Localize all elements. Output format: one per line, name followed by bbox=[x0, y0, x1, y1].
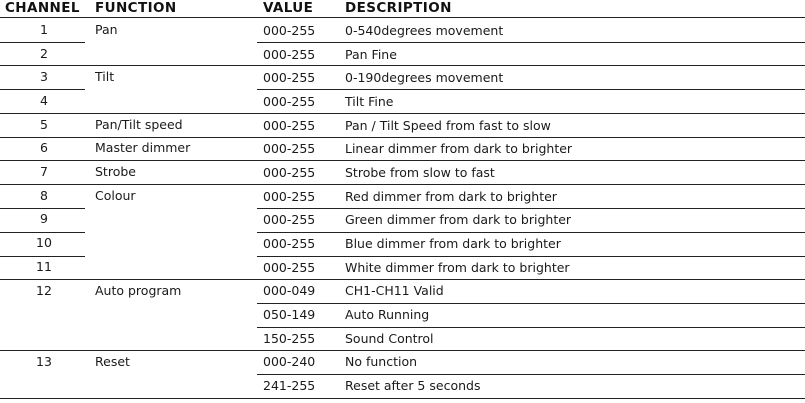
subrow-rule bbox=[257, 42, 805, 43]
description-text: Pan / Tilt Speed from fast to slow bbox=[345, 118, 551, 133]
row-rule bbox=[0, 350, 805, 351]
description-text: Green dimmer from dark to brighter bbox=[345, 212, 572, 227]
subrow-rule bbox=[257, 327, 805, 328]
description-text: Tilt Fine bbox=[345, 94, 394, 109]
function-label: Pan bbox=[95, 22, 118, 37]
row-rule bbox=[0, 184, 805, 185]
row-rule bbox=[0, 65, 805, 66]
header-value: VALUE bbox=[263, 0, 314, 16]
subrow-rule bbox=[257, 89, 805, 90]
row-rule bbox=[0, 256, 85, 257]
function-label: Reset bbox=[95, 354, 130, 369]
table-bottom-rule bbox=[0, 398, 805, 399]
value-range: 000-255 bbox=[263, 165, 316, 180]
value-range: 000-255 bbox=[263, 47, 316, 62]
subrow-rule bbox=[257, 208, 805, 209]
value-range: 000-255 bbox=[263, 189, 316, 204]
row-rule bbox=[0, 137, 805, 138]
channel-number: 11 bbox=[36, 259, 52, 274]
description-text: Reset after 5 seconds bbox=[345, 378, 481, 393]
row-rule bbox=[0, 89, 85, 90]
description-text: 0-190degrees movement bbox=[345, 70, 504, 85]
function-label: Pan/Tilt speed bbox=[95, 117, 183, 132]
value-range: 000-255 bbox=[263, 141, 316, 156]
function-label: Tilt bbox=[95, 69, 115, 84]
value-range: 150-255 bbox=[263, 331, 316, 346]
description-text: Pan Fine bbox=[345, 47, 397, 62]
description-text: Strobe from slow to fast bbox=[345, 165, 495, 180]
channel-number: 12 bbox=[36, 283, 52, 298]
value-range: 000-255 bbox=[263, 94, 316, 109]
row-rule bbox=[0, 279, 805, 280]
description-text: CH1-CH11 Valid bbox=[345, 283, 444, 298]
description-text: Red dimmer from dark to brighter bbox=[345, 189, 557, 204]
channel-number: 9 bbox=[40, 211, 48, 226]
header-function: FUNCTION bbox=[95, 0, 177, 16]
value-range: 000-240 bbox=[263, 354, 316, 369]
subrow-rule bbox=[257, 232, 805, 233]
description-text: White dimmer from dark to brighter bbox=[345, 260, 570, 275]
description-text: Linear dimmer from dark to brighter bbox=[345, 141, 573, 156]
channel-number: 10 bbox=[36, 235, 52, 250]
description-text: Blue dimmer from dark to brighter bbox=[345, 236, 561, 251]
subrow-rule bbox=[257, 256, 805, 257]
function-label: Auto program bbox=[95, 283, 182, 298]
value-range: 050-149 bbox=[263, 307, 316, 322]
value-range: 000-255 bbox=[263, 236, 316, 251]
row-rule bbox=[0, 208, 85, 209]
description-text: No function bbox=[345, 354, 418, 369]
description-text: Auto Running bbox=[345, 307, 430, 322]
header-channel: CHANNEL bbox=[5, 0, 80, 16]
value-range: 000-255 bbox=[263, 118, 316, 133]
channel-number: 7 bbox=[40, 164, 48, 179]
row-rule bbox=[0, 160, 805, 161]
row-rule bbox=[0, 42, 85, 43]
value-range: 000-255 bbox=[263, 70, 316, 85]
function-label: Colour bbox=[95, 188, 136, 203]
channel-number: 8 bbox=[40, 188, 48, 203]
function-label: Strobe bbox=[95, 164, 136, 179]
subrow-rule bbox=[257, 374, 805, 375]
value-range: 241-255 bbox=[263, 378, 316, 393]
channel-number: 6 bbox=[40, 140, 48, 155]
function-label: Master dimmer bbox=[95, 140, 191, 155]
description-text: Sound Control bbox=[345, 331, 434, 346]
value-range: 000-255 bbox=[263, 23, 316, 38]
channel-number: 5 bbox=[40, 117, 48, 132]
value-range: 000-049 bbox=[263, 283, 316, 298]
header-rule bbox=[0, 17, 805, 18]
channel-number: 2 bbox=[40, 46, 48, 61]
channel-number: 3 bbox=[40, 69, 48, 84]
header-description: DESCRIPTION bbox=[345, 0, 452, 16]
row-rule bbox=[0, 232, 85, 233]
channel-number: 13 bbox=[36, 354, 52, 369]
subrow-rule bbox=[257, 303, 805, 304]
channel-number: 1 bbox=[40, 22, 48, 37]
row-rule bbox=[0, 113, 805, 114]
description-text: 0-540degrees movement bbox=[345, 23, 504, 38]
channel-number: 4 bbox=[40, 93, 48, 108]
value-range: 000-255 bbox=[263, 260, 316, 275]
value-range: 000-255 bbox=[263, 212, 316, 227]
